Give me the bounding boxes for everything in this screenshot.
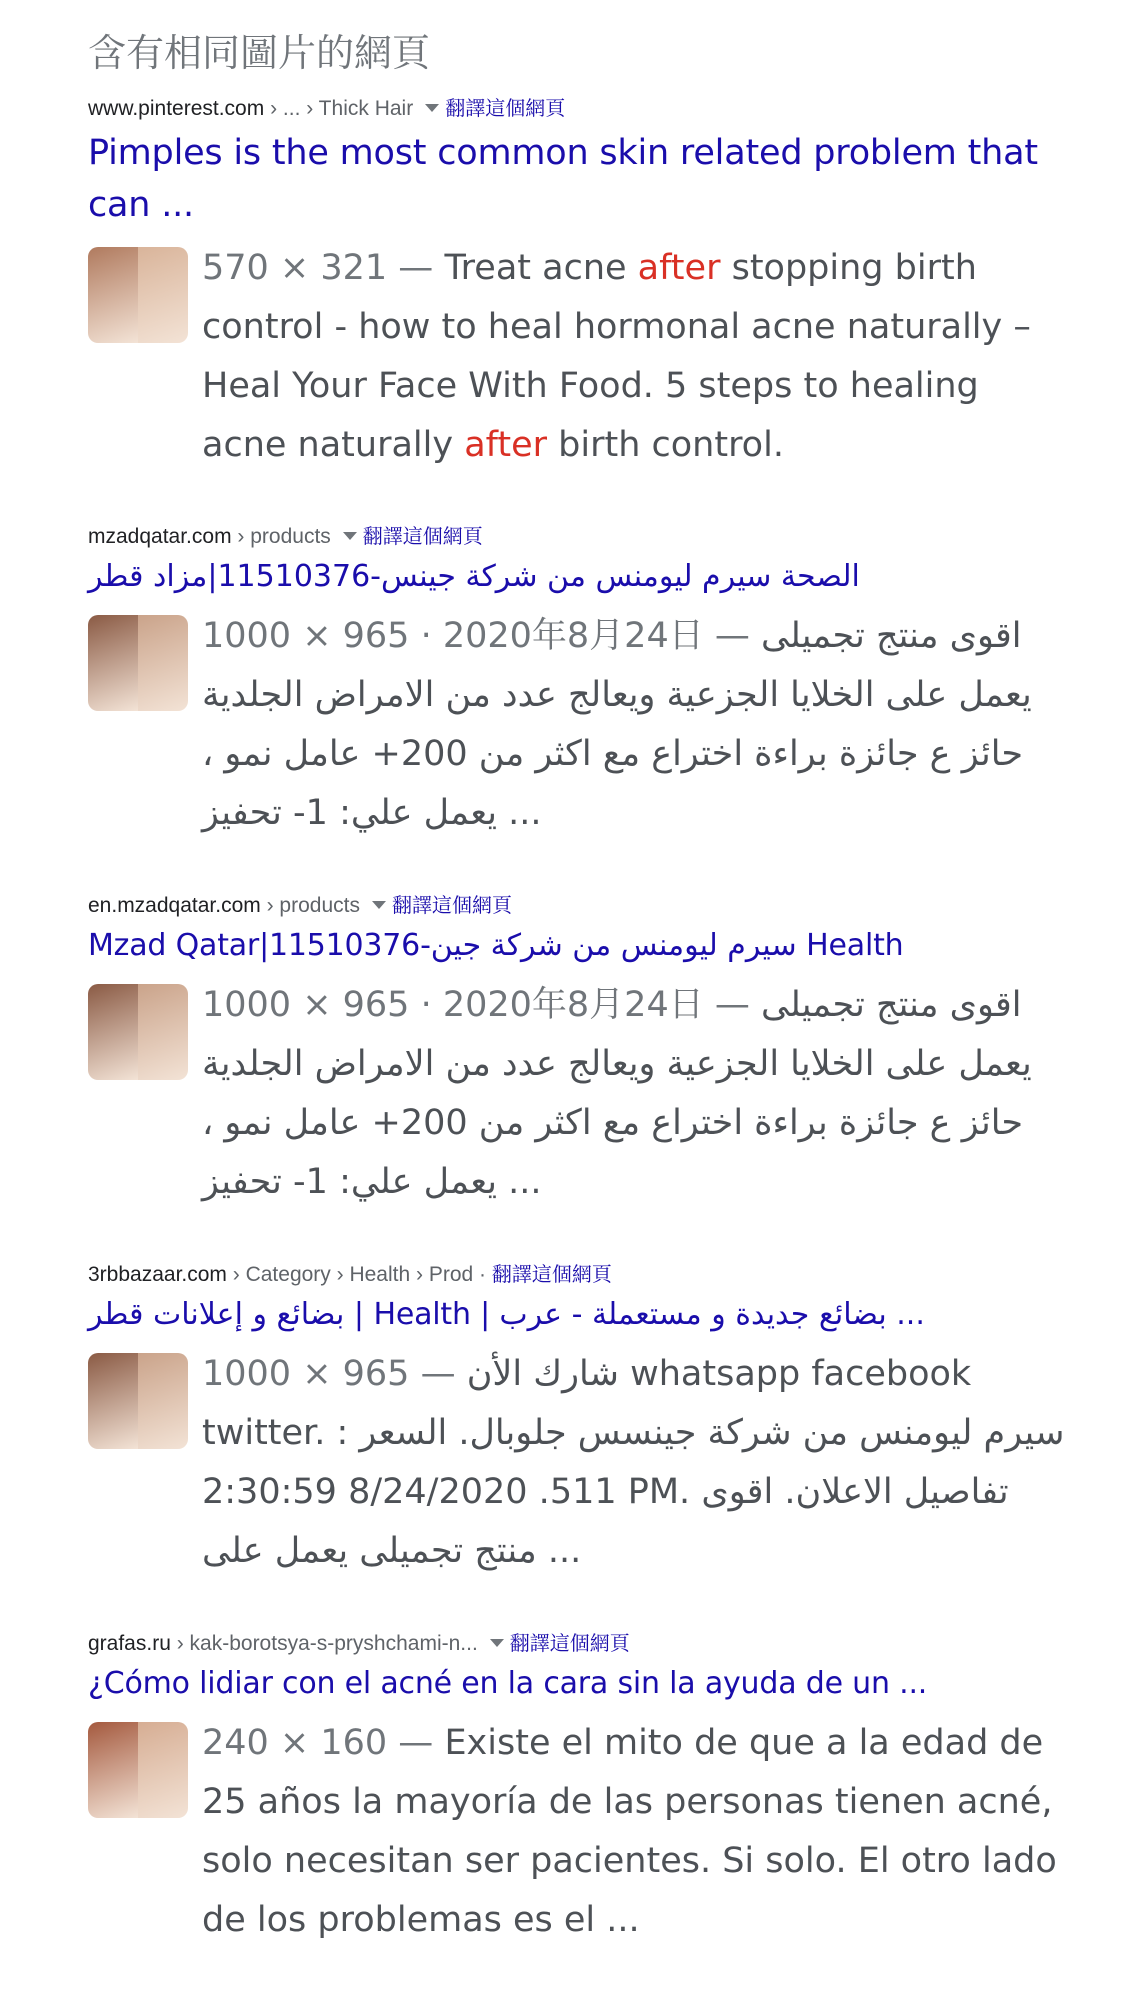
- dropdown-arrow-icon[interactable]: [490, 1639, 504, 1647]
- result-title-link[interactable]: ¿Cómo lidiar con el acné en la cara sin la ayuda de un ...: [88, 1666, 928, 1701]
- result-snippet: [202, 976, 1072, 1212]
- result-snippet: [202, 607, 1072, 843]
- result-breadcrumb: [88, 1630, 1078, 1656]
- image-meta: 1000 × 965 —: [202, 1354, 467, 1394]
- image-meta: 240 × 160 —: [202, 1723, 445, 1763]
- result-title-link[interactable]: Pimples is the most common skin related problem that can ...: [88, 133, 1038, 225]
- result-breadcrumb: [88, 523, 1078, 549]
- snippet-text: شارك الأن whatsapp facebook twitter. سيرم ليومنس من شركة جينسس جلوبال. السعر : 511. 8/24/2020 2:30:59 PM. تفاصيل الاعلان. اقوى منتج تجميلى يعمل على ...: [202, 1354, 1065, 1571]
- thumb-left: [88, 247, 138, 343]
- result-thumbnail[interactable]: [88, 1353, 188, 1449]
- result-path: › Category › Health › Prod ·: [226, 1263, 492, 1286]
- result-domain: grafas.ru: [88, 1632, 171, 1655]
- thumb-right: [138, 1353, 188, 1449]
- result-item: [88, 892, 1078, 1212]
- result-breadcrumb: [88, 1261, 1078, 1287]
- image-meta: 570 × 321 —: [202, 248, 445, 288]
- dropdown-arrow-icon[interactable]: [425, 104, 439, 112]
- thumb-right: [138, 247, 188, 343]
- dropdown-arrow-icon[interactable]: [372, 901, 386, 909]
- translate-link[interactable]: 翻譯這個網頁: [445, 96, 566, 120]
- result-path: › kak-borotsya-s-pryshchami-n...: [170, 1632, 478, 1655]
- thumb-right: [138, 615, 188, 711]
- thumb-left: [88, 615, 138, 711]
- highlight-term: after: [637, 248, 721, 288]
- result-thumbnail[interactable]: [88, 615, 188, 711]
- translate-link[interactable]: 翻譯這個網頁: [391, 893, 512, 917]
- image-meta: 1000 × 965 · 2020年8月24日 —: [202, 616, 761, 656]
- result-path: › products: [231, 525, 331, 548]
- snippet-text: اقوى منتج تجميلى يعمل على الخلايا الجزعية ويعالج عدد من الامراض الجلدية حائز ع جائزة براءة اختراع مع اكثر من 200+ عامل نمو ، يعمل علي: 1- تحفيز ...: [202, 616, 1032, 833]
- result-domain: www.pinterest.com: [88, 97, 265, 120]
- snippet-text: Treat acne: [444, 248, 638, 288]
- result-breadcrumb: [88, 892, 1078, 918]
- translate-link[interactable]: 翻譯這個網頁: [362, 524, 483, 548]
- result-breadcrumb: [88, 95, 1078, 121]
- result-thumbnail[interactable]: [88, 1722, 188, 1818]
- thumb-left: [88, 1353, 138, 1449]
- snippet-text: birth control.: [547, 425, 784, 465]
- result-title-link[interactable]: Mzad Qatar|11510376-سيرم ليومنس من شركة جين Health: [88, 928, 904, 963]
- result-item: [88, 1630, 1078, 1950]
- dropdown-arrow-icon[interactable]: [343, 532, 357, 540]
- thumb-right: [138, 984, 188, 1080]
- result-domain: en.mzadqatar.com: [88, 894, 261, 917]
- result-path: › ... › Thick Hair: [264, 97, 414, 120]
- result-domain: mzadqatar.com: [88, 525, 232, 548]
- snippet-text: Existe el mito de que a la edad de 25 años la mayoría de las personas tienen acné, solo necesitan ser pacientes. Si solo. El otro lado de los problemas es el ...: [202, 1723, 1057, 1940]
- result-path: › products: [260, 894, 360, 917]
- result-item: [88, 95, 1078, 475]
- thumb-right: [138, 1722, 188, 1818]
- result-snippet: [202, 1345, 1072, 1581]
- result-title-link[interactable]: بضائع و إعلانات قطر | Health | بضائع جديدة و مستعملة - عرب ...: [88, 1297, 925, 1332]
- result-thumbnail[interactable]: [88, 984, 188, 1080]
- result-item: [88, 523, 1078, 843]
- snippet-text: stopping birth control - how to heal hormonal acne naturally – Heal Your Face With Food. 5 steps to healing acne naturally: [202, 248, 1031, 465]
- result-item: [88, 1261, 1078, 1581]
- result-domain: 3rbbazaar.com: [88, 1263, 227, 1286]
- thumb-left: [88, 1722, 138, 1818]
- translate-link[interactable]: 翻譯這個網頁: [491, 1262, 612, 1286]
- thumb-left: [88, 984, 138, 1080]
- result-snippet: [202, 1714, 1072, 1950]
- result-snippet: [202, 239, 1072, 475]
- result-title-link[interactable]: الصحة سيرم ليومنس من شركة جينس-11510376|مزاد قطر: [88, 559, 860, 594]
- translate-link[interactable]: 翻譯這個網頁: [509, 1631, 630, 1655]
- image-meta: 1000 × 965 · 2020年8月24日 —: [202, 985, 761, 1025]
- snippet-text: اقوى منتج تجميلى يعمل على الخلايا الجزعية ويعالج عدد من الامراض الجلدية حائز ع جائزة براءة اختراع مع اكثر من 200+ عامل نمو ، يعمل علي: 1- تحفيز ...: [202, 985, 1032, 1202]
- result-thumbnail[interactable]: [88, 247, 188, 343]
- highlight-term: after: [464, 425, 548, 465]
- section-heading: 含有相同圖片的網頁: [88, 31, 431, 75]
